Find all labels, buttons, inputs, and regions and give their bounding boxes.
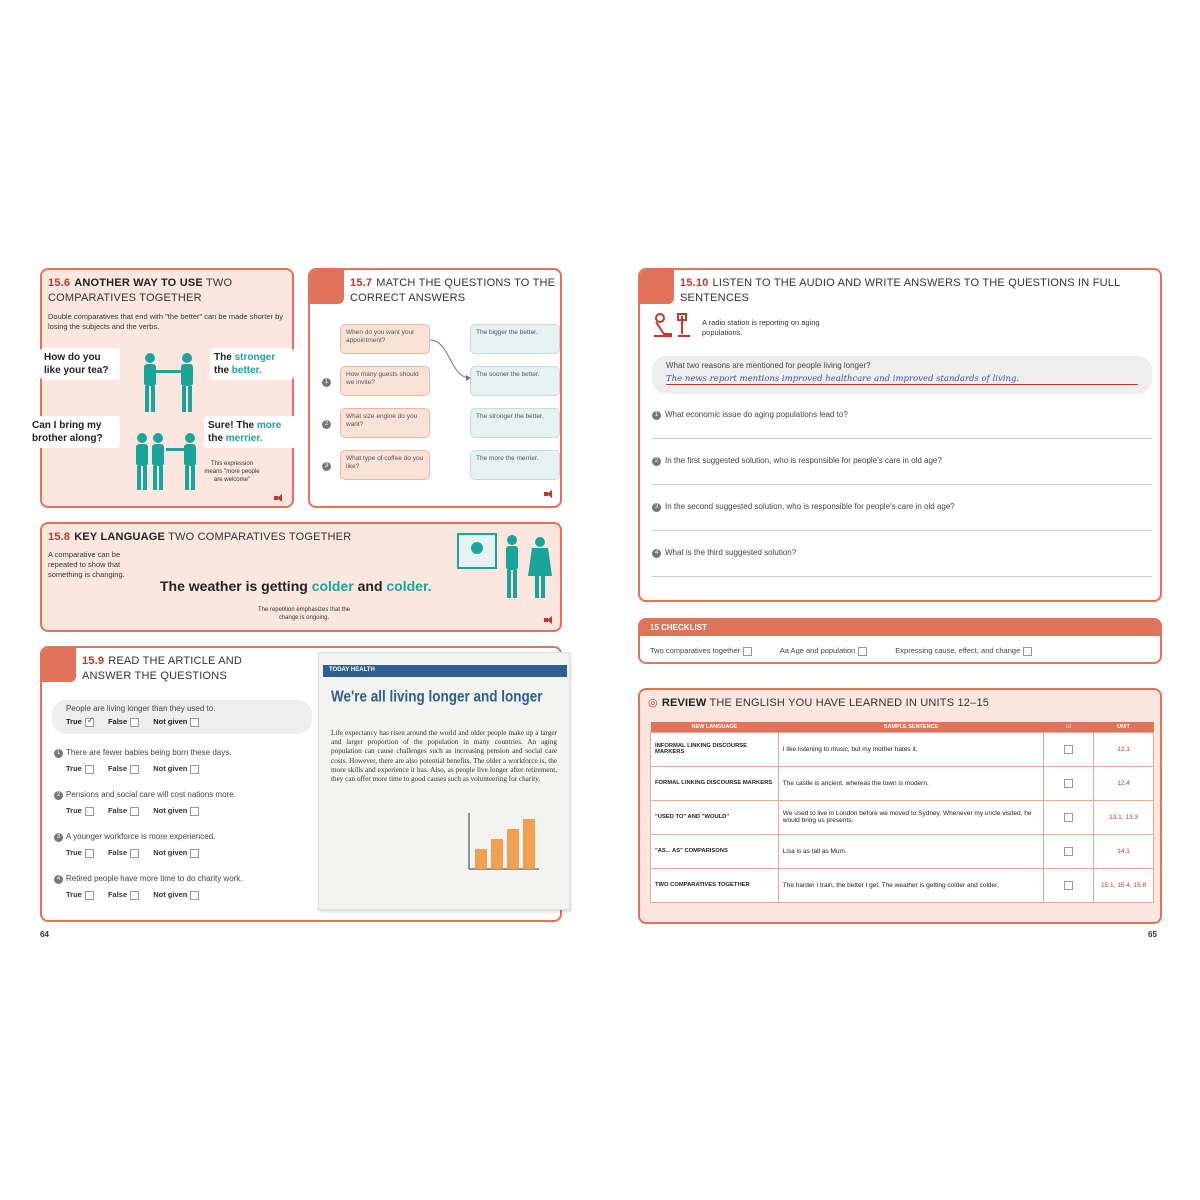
number-badge: 3 — [54, 833, 63, 842]
number-badge: 1 — [54, 749, 63, 758]
checkbox-false[interactable] — [130, 718, 139, 727]
answer-options-3: True False Not given — [66, 848, 211, 858]
checkbox-not-given[interactable] — [190, 891, 199, 900]
puzzle-icon — [310, 270, 344, 304]
header-check: ☑ — [1044, 722, 1094, 732]
exercise-15-8 — [40, 522, 562, 632]
review-table — [650, 722, 1154, 903]
answer-line-3[interactable] — [652, 530, 1152, 531]
article-tag: TODAY HEALTH — [323, 665, 567, 677]
table-row: "AS... AS" COMPARISONS Lisa is as tall as Mum. 14.1 — [651, 834, 1154, 868]
exercise-15-10 — [638, 268, 1162, 602]
checkbox-not-given[interactable] — [190, 807, 199, 816]
statement-3: A younger workforce is more experienced. — [66, 832, 216, 841]
answer-options-2: True False Not given — [66, 806, 211, 816]
exercise-15-6-intro: Double comparatives that end with "the better" can be made shorter by losing the subjects and the verbs. — [48, 312, 284, 331]
audio-speaker-icon[interactable] — [274, 494, 283, 502]
speech-bubble-merrier: Sure! The more the merrier. — [204, 416, 296, 448]
exercise-15-8-intro: A comparative can be repeated to show that something is changing. — [48, 550, 125, 579]
speech-bubble-stronger: The stronger the better. — [210, 348, 294, 380]
exercise-15-7 — [308, 268, 562, 508]
checkbox-not-given[interactable] — [190, 718, 199, 727]
bar-chart-illustration — [467, 813, 539, 871]
table-row: INFORMAL LINKING DISCOURSE MARKERS I like listening to music, but my mother hates it. 12.1 — [651, 732, 1154, 766]
exercise-15-6-title: 15.6 ANOTHER WAY TO USE TWO COMPARATIVES TOGETHER — [48, 277, 233, 304]
checklist-items — [650, 646, 1044, 656]
review-checkbox[interactable] — [1064, 847, 1073, 856]
example-qa: What two reasons are mentioned for people living longer? The news report mentions improved healthcare and improved standards of living. — [652, 356, 1152, 394]
exercise-15-10-intro: A radio station is reporting on aging populations. — [702, 318, 820, 337]
answer-box-2: The sooner the better. — [470, 366, 560, 396]
answer-box-3: The stronger the better. — [470, 408, 560, 438]
checkbox-true[interactable] — [85, 807, 94, 816]
example-statement: People are living longer than they used to. True ✓ False Not given — [52, 700, 312, 734]
review-checkbox[interactable] — [1064, 779, 1073, 788]
exercise-15-7-title: 15.7 MATCH THE QUESTIONS TO THE CORRECT ANSWERS — [350, 277, 556, 304]
radio-presenter-icon — [650, 312, 696, 338]
statement-1: There are fewer babies being born these days. — [66, 748, 232, 757]
header-new-language: NEW LANGUAGE — [651, 722, 779, 732]
people-illustration-bottom — [130, 430, 210, 494]
answer-line-1[interactable] — [652, 438, 1152, 439]
answer-options-4: True False Not given — [66, 890, 211, 900]
page-number-left: 64 — [40, 930, 49, 939]
number-badge: 2 — [54, 791, 63, 800]
number-badge: 1 — [322, 378, 331, 387]
checklist-checkbox[interactable] — [1023, 647, 1032, 656]
question-box-3: What size engine do you want? — [340, 408, 430, 438]
checkbox-true[interactable] — [85, 891, 94, 900]
number-badge: 4 — [54, 875, 63, 884]
question-box-1: When do you want your appointment? — [340, 324, 430, 354]
header-sample-sentence: SAMPLE SENTENCE — [778, 722, 1043, 732]
checklist-item-1: Two comparatives together — [650, 646, 741, 655]
checklist-checkbox[interactable] — [743, 647, 752, 656]
people-illustration-top — [132, 350, 212, 416]
checkbox-false[interactable] — [130, 891, 139, 900]
checkbox-not-given[interactable] — [190, 849, 199, 858]
exercise-15-10-title: 15.10 LISTEN TO THE AUDIO AND WRITE ANSWERS TO THE QUESTIONS IN FULL SENTENCES — [680, 277, 1120, 304]
checklist-item-2: Aa Age and population — [779, 646, 856, 655]
review-checkbox[interactable] — [1064, 813, 1073, 822]
header-unit: UNIT — [1094, 722, 1154, 732]
answer-line-4[interactable] — [652, 576, 1152, 577]
checklist — [638, 618, 1162, 664]
number-badge: 3 — [322, 462, 331, 471]
number-badge: 3 — [652, 503, 661, 512]
article-body: Life expectancy has risen around the world and older people make up a larger and larger proportion of the population in many countries. An aging population can cause challenges such as increasing pension and social care costs. However, there are also potential benefits. The older a workforce is, the more skills and experience it has. Also, as people live longer after retirement, they can offer more time to good causes such as volunteering for charity. — [331, 729, 557, 784]
question-1: What economic issue do aging populations lead to? — [665, 410, 848, 419]
number-badge: 4 — [652, 549, 661, 558]
number-badge: 1 — [652, 411, 661, 420]
checkbox-true[interactable] — [85, 849, 94, 858]
question-4: What is the third suggested solution? — [665, 548, 797, 557]
expression-note: This expression means "more people are welcome" — [204, 461, 260, 483]
table-row: "USED TO" AND "WOULD" We used to live in London before we moved to Sydney. Whenever my uncle visited, he would bring us presents. 13.1, 13.3 — [651, 800, 1154, 834]
checkbox-not-given[interactable] — [190, 765, 199, 774]
key-sentence: The weather is getting colder and colder. — [160, 578, 432, 594]
number-badge: 2 — [652, 457, 661, 466]
checkbox-false[interactable] — [130, 849, 139, 858]
audio-speaker-icon[interactable] — [544, 616, 553, 624]
question-box-4: What type of coffee do you like? — [340, 450, 430, 480]
speech-bubble-brother: Can I bring my brother along? — [28, 416, 120, 448]
statement-2: Pensions and social care will cost nations more. — [66, 790, 236, 799]
speech-bubble-tea: How do you like your tea? — [40, 348, 120, 380]
exercise-15-9-title: 15.9 READ THE ARTICLE AND ANSWER THE QUESTIONS — [82, 655, 243, 682]
answer-options-1: True False Not given — [66, 764, 211, 774]
checkbox-true[interactable] — [85, 765, 94, 774]
checklist-title-bar: 15 CHECKLIST — [640, 620, 1162, 636]
newspaper-article — [318, 652, 570, 910]
weather-people-illustration — [456, 530, 556, 602]
checkbox-true-checked[interactable]: ✓ — [86, 714, 95, 725]
table-row: TWO COMPARATIVES TOGETHER The harder I train, the better I get. The weather is getting colder and colder. 15.1, 15.4, 15.8 — [651, 868, 1154, 902]
answer-box-1: The bigger the better. — [470, 324, 560, 354]
answer-box-4: The more the merrier. — [470, 450, 560, 480]
question-2: In the first suggested solution, who is responsible for people's care in old age? — [665, 456, 942, 465]
connector-arrow — [430, 338, 472, 382]
review-section — [638, 688, 1162, 924]
checklist-item-3: Expressing cause, effect, and change — [895, 646, 1021, 655]
review-checkbox[interactable] — [1064, 745, 1073, 754]
checklist-checkbox[interactable] — [858, 647, 867, 656]
repetition-note: The repetition emphasizes that the change is ongoing. — [257, 607, 351, 621]
checkbox-false[interactable] — [130, 765, 139, 774]
number-badge: 2 — [322, 420, 331, 429]
book-icon — [42, 648, 76, 682]
exercise-15-8-title: 15.8 KEY LANGUAGE TWO COMPARATIVES TOGETHER — [48, 531, 352, 543]
page-number-right: 65 — [1148, 930, 1157, 939]
checkbox-false[interactable] — [130, 807, 139, 816]
question-3: In the second suggested solution, who is responsible for people's care in old age? — [665, 502, 955, 511]
review-checkbox[interactable] — [1064, 881, 1073, 890]
table-row: FORMAL LINKING DISCOURSE MARKERS The castle is ancient, whereas the town is modern. 12.4 — [651, 766, 1154, 800]
audio-speaker-icon[interactable] — [544, 490, 553, 498]
review-title: ◎ REVIEW THE ENGLISH YOU HAVE LEARNED IN UNITS 12–15 — [648, 697, 990, 709]
answer-line-2[interactable] — [652, 484, 1152, 485]
person-icon — [640, 270, 674, 304]
statement-4: Retired people have more time to do charity work. — [66, 874, 243, 883]
article-headline: We're all living longer and longer — [331, 687, 543, 706]
question-box-2: How many guests should we invite? — [340, 366, 430, 396]
